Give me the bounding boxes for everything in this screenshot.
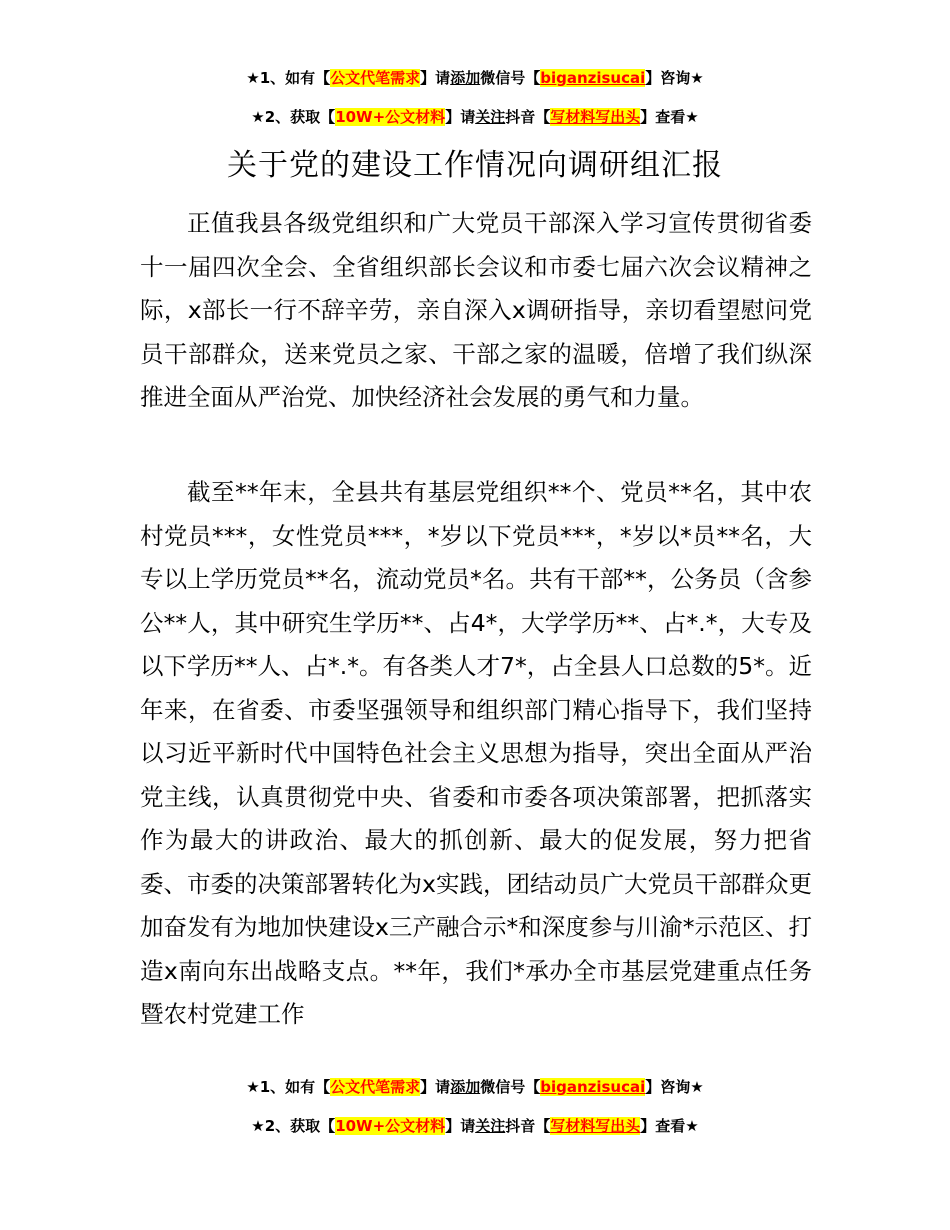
promo-suffix: 】咨询★ [645,1078,704,1096]
promo-emphasis: 关注 [475,1117,506,1135]
promo-wechat-id: biganzisucai [540,69,646,87]
body-paragraph: 截至**年末，全县共有基层党组织**个、党员**名，其中农村党员***，女性党员***，*岁以下党员***，*岁以*员**名，大专以上学历党员**名，流动党员*名。共有干部**，公务员（含参公**人，其中研究生学历**、占4*，大学学历**、占*.*，大专及以下学历**人、占*.*。有各类人才7*，占全县人口总数的5*。近年来，在省委、市委坚强领导和组织部门精心指导下，我们坚持以习近平新时代中国特色社会主义思想为指导，突出全面从严治党主线，认真贯彻党中央、省委和市委各项决策部署，把抓落实作为最大的讲政治、最大的抓创新、最大的促发展，努力把省委、市委的决策部署转化为x实践，团结动员广大党员干部群众更加奋发有为地加快建设x三产融合示*和深度参与川渝*示范区、打造x南向东出战略支点。**年，我们*承办全市基层党建重点任务暨农村党建工作 [140,478,812,1028]
header-promo-line-2 [0,106,950,128]
promo-prefix: ★1、如有【 [246,1078,331,1096]
promo-prefix: ★1、如有【 [246,69,331,87]
header-promo-line-1 [0,67,950,89]
promo-wechat-id: biganzisucai [540,1078,646,1096]
promo-text: 抖音【 [505,1117,551,1135]
promo-tag-materials: 10W+公文材料 [335,108,446,126]
promo-suffix: 】查看★ [640,1117,699,1135]
body-paragraph-2-container [140,471,812,1037]
promo-text: 】请 [445,108,476,126]
promo-text: 】请 [420,69,451,87]
promo-prefix: ★2、获取【 [251,1117,336,1135]
document-title: 关于党的建设工作情况向调研组汇报 [227,148,723,183]
promo-tag-materials: 10W+公文材料 [335,1117,446,1135]
promo-suffix: 】查看★ [640,108,699,126]
footer-promo-line-2 [0,1115,950,1137]
promo-tag-writing-service: 公文代笔需求 [330,1078,421,1096]
promo-text: 微信号【 [480,69,541,87]
promo-douyin-id: 写材料写出头 [550,108,641,126]
promo-douyin-id: 写材料写出头 [550,1117,641,1135]
promo-emphasis: 添加 [450,1078,481,1096]
promo-emphasis: 添加 [450,69,481,87]
promo-tag-writing-service: 公文代笔需求 [330,69,421,87]
promo-text: 抖音【 [505,108,551,126]
body-paragraph: 正值我县各级党组织和广大党员干部深入学习宣传贯彻省委十一届四次全会、全省组织部长会议和市委七届六次会议精神之际，x部长一行不辞辛劳，亲自深入x调研指导，亲切看望慰问党员干部群众，送来党员之家、干部之家的温暖，倍增了我们纵深推进全面从严治党、加快经济社会发展的勇气和力量。 [140,209,812,411]
footer-promo-line-1 [0,1076,950,1098]
promo-emphasis: 关注 [475,108,506,126]
promo-prefix: ★2、获取【 [251,108,336,126]
promo-suffix: 】咨询★ [645,69,704,87]
promo-text: 】请 [420,1078,451,1096]
promo-text: 微信号【 [480,1078,541,1096]
promo-text: 】请 [445,1117,476,1135]
body-paragraph-1-container [140,202,812,420]
